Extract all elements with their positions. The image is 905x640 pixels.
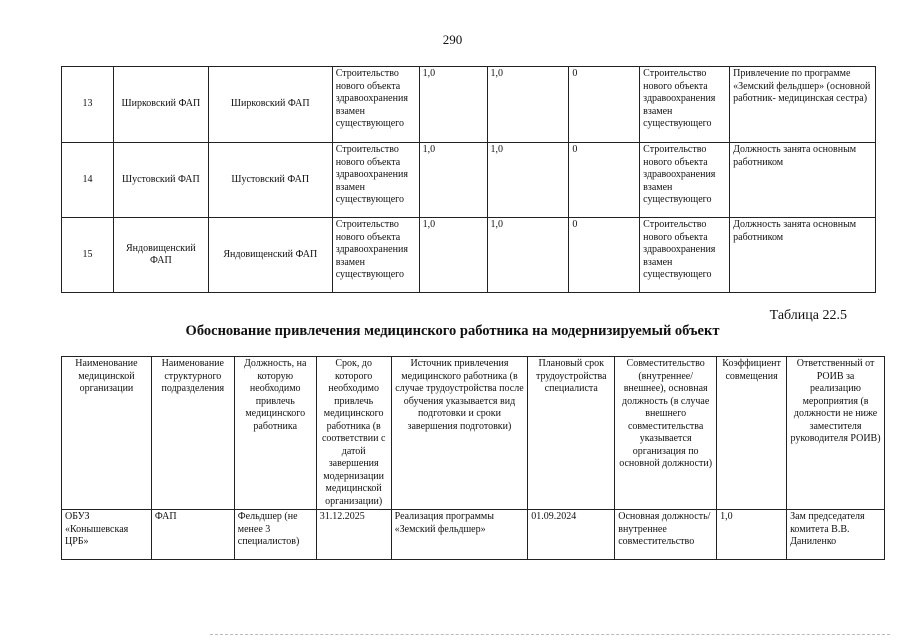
organization-cell: ОБУЗ «Конышевская ЦРБ» <box>62 510 152 560</box>
table-row <box>62 67 876 143</box>
header-cell: Должность, на которую необходимо привлечь медицинского работника <box>234 357 316 510</box>
work-type-cell: Строительство нового объекта здравоохранения взамен существующего <box>332 218 419 293</box>
table-title: Обоснование привлечения медицинского работника на модернизируемый объект <box>185 323 720 339</box>
page-number: 290 <box>442 32 463 47</box>
table-number: Таблица 22.5 <box>769 308 847 323</box>
value-cell: 1,0 <box>419 218 487 293</box>
header-cell: Источник привлечения медицинского работника (в случае трудоустройства после обучения указывается вид подготовки и сроки завершения подготовки) <box>391 357 528 510</box>
row-number: 15 <box>62 218 114 293</box>
header-cell: Срок, до которого необходимо привлечь медицинского работника (в соответствии с датой завершения модернизации медицинской организации) <box>316 357 391 510</box>
value-cell: 1,0 <box>487 143 569 218</box>
work-type-cell: Строительство нового объекта здравоохранения взамен существующего <box>640 218 730 293</box>
organization-cell: Шустовский ФАП <box>113 143 208 218</box>
position-cell: Фельдшер (не менее 3 специалистов) <box>234 510 316 560</box>
value-cell: 0 <box>569 143 640 218</box>
table-row <box>62 218 876 293</box>
value-cell: 1,0 <box>487 67 569 143</box>
staffing-table <box>61 356 885 560</box>
organization-cell: Яндовищенский ФАП <box>113 218 208 293</box>
row-number: 13 <box>62 67 114 143</box>
responsible-cell: Зам председателя комитета В.В. Даниленко <box>787 510 885 560</box>
value-cell: 1,0 <box>487 218 569 293</box>
table-row <box>62 143 876 218</box>
coefficient-cell: 1,0 <box>717 510 787 560</box>
deadline-cell: 31.12.2025 <box>316 510 391 560</box>
facility-table <box>61 66 876 293</box>
header-cell: Наименование медицинской организации <box>62 357 152 510</box>
header-cell: Коэффициент совмещения <box>717 357 787 510</box>
header-cell: Плановый срок трудоустройства специалиста <box>528 357 615 510</box>
work-type-cell: Строительство нового объекта здравоохранения взамен существующего <box>640 67 730 143</box>
planned-date-cell: 01.09.2024 <box>528 510 615 560</box>
table-row <box>62 510 885 560</box>
row-number: 14 <box>62 143 114 218</box>
source-cell: Реализация программы «Земский фельдшер» <box>391 510 528 560</box>
header-row <box>62 357 885 510</box>
combination-cell: Основная должность/внутреннее совместительство <box>615 510 717 560</box>
organization-cell: Ширковский ФАП <box>113 67 208 143</box>
department-cell: Шустовский ФАП <box>208 143 332 218</box>
work-type-cell: Строительство нового объекта здравоохранения взамен существующего <box>332 143 419 218</box>
value-cell: 1,0 <box>419 67 487 143</box>
scan-edge-marks <box>210 634 890 637</box>
header-cell: Наименование структурного подразделения <box>151 357 234 510</box>
note-cell: Привлечение по программе «Земский фельдшер» (основной работник- медицинская сестра) <box>730 67 876 143</box>
department-cell: Ширковский ФАП <box>208 67 332 143</box>
department-cell: Яндовищенский ФАП <box>208 218 332 293</box>
value-cell: 0 <box>569 218 640 293</box>
value-cell: 1,0 <box>419 143 487 218</box>
work-type-cell: Строительство нового объекта здравоохранения взамен существующего <box>640 143 730 218</box>
note-cell: Должность занята основным работником <box>730 143 876 218</box>
header-cell: Совместительство (внутреннее/внешнее), основная должность (в случае внешнего совместительства указывается организация по основной должности) <box>615 357 717 510</box>
header-cell: Ответственный от РОИВ за реализацию мероприятия (в должности не ниже заместителя руководителя РОИВ) <box>787 357 885 510</box>
value-cell: 0 <box>569 67 640 143</box>
department-cell: ФАП <box>151 510 234 560</box>
note-cell: Должность занята основным работником <box>730 218 876 293</box>
work-type-cell: Строительство нового объекта здравоохранения взамен существующего <box>332 67 419 143</box>
